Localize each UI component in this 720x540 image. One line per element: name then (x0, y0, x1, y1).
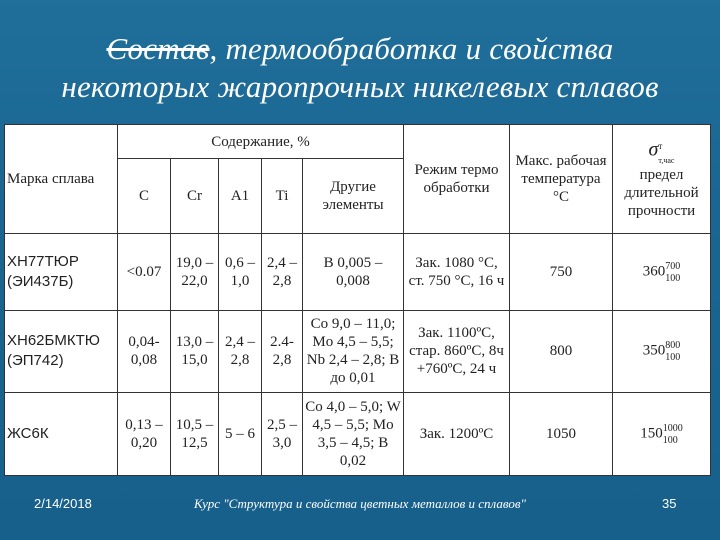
strength-sub: 100 (665, 272, 681, 284)
cell-ti: 2,4 – 2,8 (262, 233, 303, 310)
header-grade: Марка сплава (5, 125, 118, 234)
cell-c: 0,13 – 0,20 (118, 393, 171, 476)
cell-heat: Зак. 1080 °С, ст. 750 °С, 16 ч (404, 233, 510, 310)
strength-value: 360 (642, 263, 666, 280)
alloy-table (4, 124, 710, 476)
strength-sub: 100 (662, 435, 678, 447)
title-line-2: некоторых жаропрочных никелевых сплавов (61, 69, 659, 104)
header-ti: Ti (262, 159, 303, 234)
cell-other: Co 4,0 – 5,0; W 4,5 – 5,5; Mo 3,5 – 4,5; B 0,02 (303, 393, 404, 476)
table-row (5, 233, 711, 310)
title-line-1 (0, 30, 720, 68)
header-c: C (118, 159, 171, 234)
strength-indices (665, 339, 680, 363)
cell-al: 2,4 – 2,8 (219, 310, 262, 393)
cell-max-temp: 800 (510, 310, 613, 393)
grade-name: ХН77ТЮР (7, 252, 79, 270)
grade-alt: (ЭП742) (7, 352, 64, 370)
cell-strength (613, 233, 711, 310)
strength-sup: 800 (665, 340, 681, 352)
strength-indices (665, 260, 680, 284)
cell-grade (5, 233, 118, 310)
header-content: Содержание, % (118, 125, 404, 159)
cell-grade (5, 310, 118, 393)
title-struck-word: Состав (106, 31, 210, 66)
cell-heat: Зак. 1100ºС, стар. 860ºС, 8ч +760ºС, 24 ч (404, 310, 510, 393)
header-other: Другие элементы (303, 159, 404, 234)
strength-value: 350 (642, 342, 666, 359)
grade-name: ХН62БМКТЮ (7, 332, 100, 350)
cell-al: 0,6 – 1,0 (219, 233, 262, 310)
header-cr: Cr (171, 159, 219, 234)
cell-max-temp: 1050 (510, 393, 613, 476)
alloy-properties-table (4, 124, 711, 476)
strength-sub: 100 (665, 352, 681, 364)
footer-page-number: 35 (662, 496, 677, 511)
cell-max-temp: 750 (510, 233, 613, 310)
footer-course: Курс "Структура и свойства цветных металлов и сплавов" (194, 496, 526, 511)
strength-indices (663, 422, 683, 446)
header-strength (613, 125, 711, 234)
title-line-1-rest: , термообработка и свойства (209, 31, 614, 66)
cell-ti: 2,5 – 3,0 (262, 393, 303, 476)
cell-strength (613, 393, 711, 476)
table-row (5, 393, 711, 476)
cell-c: 0,04- 0,08 (118, 310, 171, 393)
sigma-sub: т,час (658, 155, 675, 165)
cell-cr: 19,0 – 22,0 (171, 233, 219, 310)
cell-cr: 10,5 – 12,5 (171, 393, 219, 476)
sigma-symbol-group (615, 138, 708, 166)
table-row (5, 310, 711, 393)
sigma-indices (658, 138, 674, 166)
cell-strength (613, 310, 711, 393)
cell-c: <0.07 (118, 233, 171, 310)
header-al: A1 (219, 159, 262, 234)
cell-al: 5 – 6 (219, 393, 262, 476)
cell-heat: Зак. 1200ºС (404, 393, 510, 476)
cell-ti: 2.4- 2,8 (262, 310, 303, 393)
cell-other: B 0,005 – 0,008 (303, 233, 404, 310)
header-max-temp: Макс. рабочая температура °С (510, 125, 613, 234)
sigma-symbol: σ (648, 138, 659, 161)
cell-cr: 13,0 – 15,0 (171, 310, 219, 393)
footer-date: 2/14/2018 (34, 496, 92, 511)
header-strength-label: предел длительной прочности (624, 166, 699, 219)
grade-alt: (ЭИ437Б) (7, 272, 74, 290)
grade-name: ЖС6К (7, 425, 49, 443)
cell-grade (5, 393, 118, 476)
strength-sup: 700 (665, 260, 681, 272)
slide-title (0, 30, 720, 106)
cell-other: Co 9,0 – 11,0; Mo 4,5 – 5,5; Nb 2,4 – 2,8; B до 0,01 (303, 310, 404, 393)
header-heat-mode: Режим термо обработки (404, 125, 510, 234)
sigma-sup: т (658, 140, 663, 151)
strength-sup: 1000 (662, 423, 683, 435)
strength-value: 150 (640, 425, 663, 442)
